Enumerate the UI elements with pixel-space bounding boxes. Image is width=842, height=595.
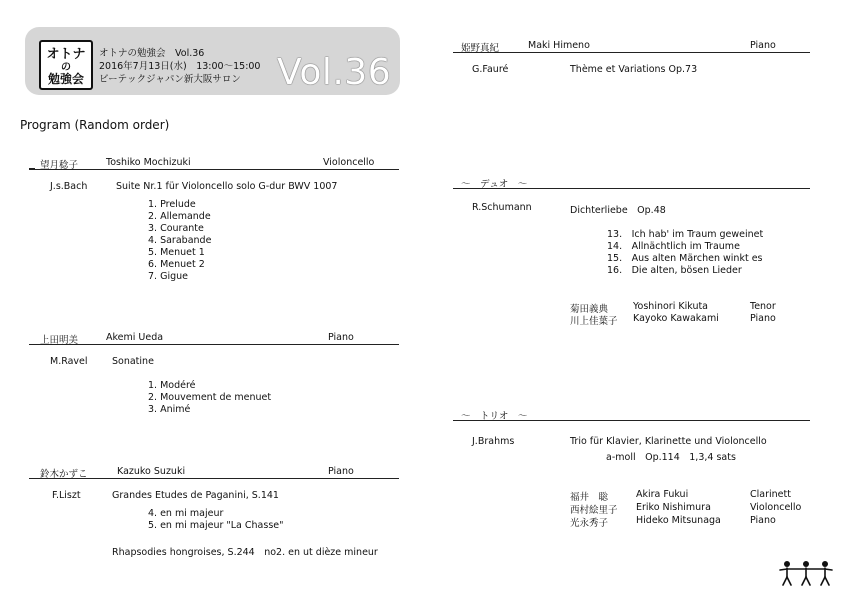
movement: 2. Mouvement de menuet	[148, 392, 272, 403]
performer-ja: 望月稔子	[40, 160, 79, 171]
composer: J.s.Bach	[50, 181, 88, 192]
work-title: Thème et Variations Op.73	[570, 64, 698, 75]
performer-ja: 西村絵里子	[570, 505, 618, 516]
performer-en: Eriko Nishimura	[636, 502, 711, 513]
performer-ja: 光永秀子	[570, 518, 609, 529]
movement: 16. Die alten, bösen Lieder	[607, 265, 742, 276]
performer-en: Kazuko Suzuki	[117, 466, 186, 477]
movement: 2. Allemande	[148, 211, 211, 222]
duo-heading: ～ デュオ ～	[461, 179, 528, 190]
instrument: Piano	[328, 332, 354, 343]
composer: J.Brahms	[472, 436, 515, 447]
performer-en: Kayoko Kawakami	[633, 313, 719, 324]
section-rule	[453, 52, 810, 53]
work-subtitle: a-moll Op.114 1,3,4 sats	[606, 452, 736, 463]
movement: 6. Menuet 2	[148, 259, 205, 270]
instrument: Piano	[750, 515, 776, 526]
composer: R.Schumann	[472, 202, 532, 213]
rule-mark	[29, 168, 35, 169]
movement: 4. en mi majeur	[148, 508, 224, 519]
performer-en: Maki Himeno	[528, 40, 590, 51]
program-label: Program (Random order)	[20, 118, 170, 132]
performer-ja: 姫野真紀	[461, 43, 500, 54]
work-title-2: Rhapsodies hongroises, S.244 no2. en ut dièze mineur	[112, 547, 378, 558]
performer-en: Yoshinori Kikuta	[633, 301, 709, 312]
event-title: オトナの勉強会 Vol.36	[99, 48, 205, 59]
movement: 15. Aus alten Märchen winkt es	[607, 253, 763, 264]
performer-ja: 菊田義典	[570, 304, 609, 315]
performer-ja: 川上佳葉子	[570, 316, 618, 327]
instrument: Piano	[750, 313, 776, 324]
logo-line-1: オトナ	[46, 47, 86, 62]
movement: 13. Ich hab' im Traum geweinet	[607, 229, 764, 240]
section-rule	[29, 478, 399, 479]
logo	[39, 40, 93, 90]
movement: 3. Animé	[148, 404, 191, 415]
volume-number: Vol.36	[277, 52, 392, 93]
performer-en: Toshiko Mochizuki	[106, 157, 191, 168]
performer-ja: 鈴木かずこ	[40, 469, 88, 480]
instrument: Violoncello	[323, 157, 375, 168]
performer-ja: 上田明美	[40, 335, 79, 346]
section-rule	[453, 420, 810, 421]
movement: 5. Menuet 1	[148, 247, 205, 258]
performer-en: Akira Fukui	[636, 489, 689, 500]
section-rule	[453, 188, 810, 189]
movement: 5. en mi majeur "La Chasse"	[148, 520, 284, 531]
work-title: Grandes Etudes de Paganini, S.141	[112, 490, 279, 501]
work-title: Sonatine	[112, 356, 154, 367]
section-rule	[29, 344, 399, 345]
movement: 7. Gigue	[148, 271, 188, 282]
movement: 1. Modéré	[148, 380, 196, 391]
event-datetime: 2016年7月13日(水) 13:00～15:00	[99, 61, 261, 72]
instrument: Violoncello	[750, 502, 802, 513]
instrument: Tenor	[750, 301, 776, 312]
performer-en: Hideko Mitsunaga	[636, 515, 721, 526]
instrument: Piano	[750, 40, 776, 51]
logo-line-2: の	[61, 62, 71, 73]
movement: 1. Prelude	[148, 199, 196, 210]
instrument: Piano	[328, 466, 354, 477]
composer: F.Liszt	[52, 490, 81, 501]
movement: 14. Allnächtlich im Traume	[607, 241, 740, 252]
performer-ja: 福井 聡	[570, 492, 609, 503]
work-title: Dichterliebe Op.48	[570, 205, 666, 216]
movement: 4. Sarabande	[148, 235, 212, 246]
composer: G.Fauré	[472, 64, 509, 75]
people-icon	[778, 560, 834, 586]
section-rule	[29, 169, 399, 170]
instrument: Clarinett	[750, 489, 791, 500]
work-title: Suite Nr.1 für Violoncello solo G-dur BWV 1007	[116, 181, 338, 192]
event-venue: ビーテックジャパン新大阪サロン	[99, 74, 241, 85]
composer: M.Ravel	[50, 356, 88, 367]
logo-line-3: 勉強会	[47, 72, 84, 86]
work-title: Trio für Klavier, Klarinette und Violoncello	[570, 436, 767, 447]
trio-heading: ～ トリオ ～	[461, 411, 528, 422]
performer-en: Akemi Ueda	[106, 332, 164, 343]
movement: 3. Courante	[148, 223, 204, 234]
